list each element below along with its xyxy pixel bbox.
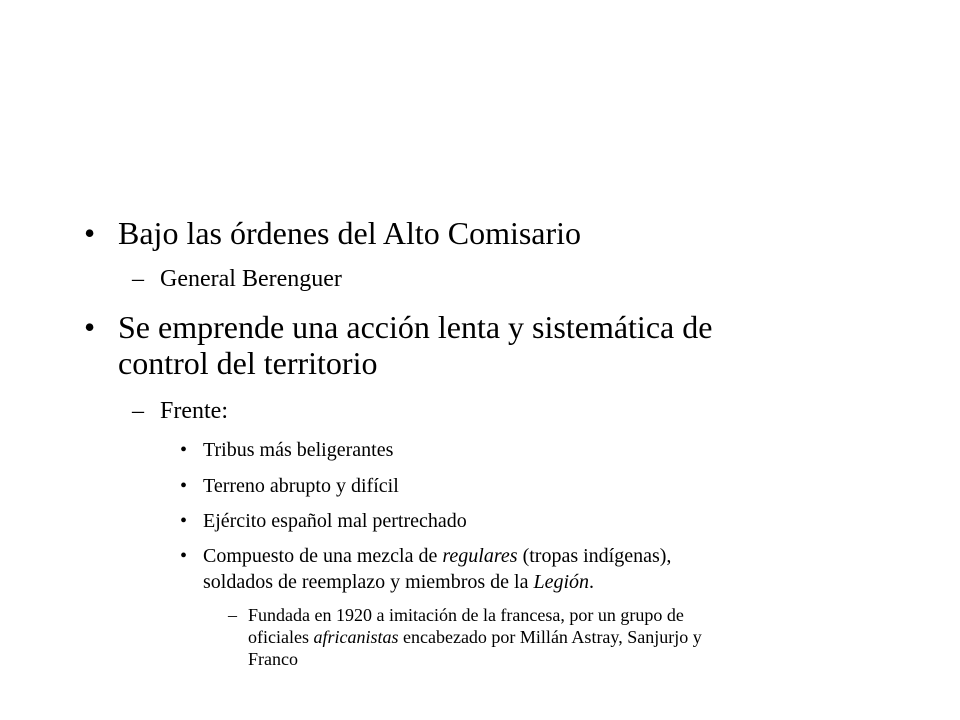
bullet-text: Bajo las órdenes del Alto Comisario (118, 215, 582, 251)
sub-sub-item-text-line-1: Compuesto de una mezcla de regulares (tropas indígenas), (203, 545, 672, 567)
bullet-marker: • (180, 475, 188, 497)
bullet-marker: • (180, 545, 188, 567)
sub-sub-item-text: Ejército español mal pertrechado (203, 510, 467, 532)
sub-sub-item-text: Terreno abrupto y difícil (203, 475, 399, 497)
detail-text-line-3: Franco (248, 649, 298, 669)
bullet-marker: • (84, 309, 96, 345)
emphasis-term: regulares (442, 545, 518, 567)
sub-item-text: General Berenguer (160, 266, 342, 292)
bullet-marker: • (180, 439, 188, 461)
detail-text-line-2: oficiales africanistas encabezado por Millán Astray, Sanjurjo y (248, 627, 702, 647)
emphasis-term: Legión (533, 571, 590, 593)
sub-sub-item-text: Tribus más beligerantes (203, 439, 394, 461)
dash-marker: – (228, 605, 237, 625)
dash-marker: – (132, 398, 144, 424)
bullet-marker: • (84, 215, 96, 251)
sub-item-text: Frente: (160, 398, 228, 424)
bullet-marker: • (180, 510, 188, 532)
bullet-text-line-1: Se emprende una acción lenta y sistemática de (118, 309, 713, 345)
dash-marker: – (132, 266, 144, 292)
bullet-text-line-2: control del territorio (118, 345, 378, 381)
detail-text-line-1: Fundada en 1920 a imitación de la francesa, por un grupo de (248, 605, 684, 625)
sub-sub-item-text-line-2: soldados de reemplazo y miembros de la Legión. (203, 571, 595, 593)
emphasis-term: africanistas (313, 627, 399, 647)
